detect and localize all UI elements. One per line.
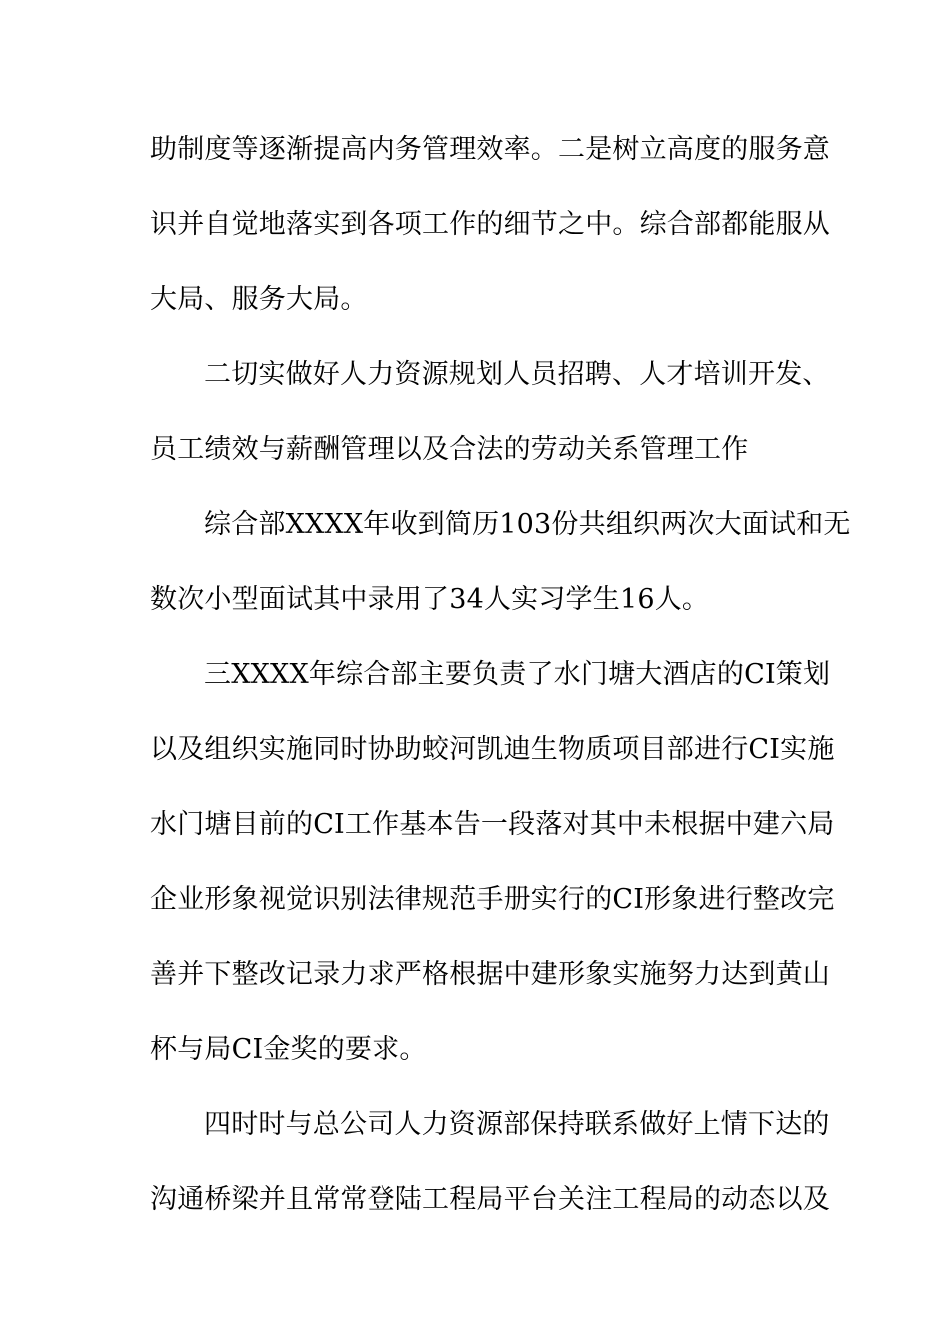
paragraph-first-line: 三XXXX年综合部主要负责了水门塘大酒店的CI策划 [204,659,831,690]
text-line: 数次小型面试其中录用了34人实习学生16人。 [150,584,710,615]
paragraph-first-line: 综合部XXXX年收到简历103份共组织两次大面试和无 [204,509,851,540]
text-line: 杯与局CI金奖的要求。 [150,1034,427,1065]
text-line: 识并自觉地落实到各项工作的细节之中。综合部都能服从 [150,209,830,240]
text-line: 善并下整改记录力求严格根据中建形象实施努力达到黄山 [150,959,830,990]
paragraph-first-line: 二切实做好人力资源规划人员招聘、人才培训开发、 [204,359,830,390]
text-line: 沟通桥梁并且常常登陆工程局平台关注工程局的动态以及 [150,1184,830,1215]
paragraph-first-line: 四时时与总公司人力资源部保持联系做好上情下达的 [204,1109,830,1140]
text-line: 员工绩效与薪酬管理以及合法的劳动关系管理工作 [150,434,749,465]
text-line: 以及组织实施同时协助蛟河凯迪生物质项目部进行CI实施 [150,734,835,765]
text-line: 水门塘目前的CI工作基本告一段落对其中未根据中建六局 [150,809,835,840]
text-line: 企业形象视觉识别法律规范手册实行的CI形象进行整改完 [150,884,835,915]
text-line: 大局、服务大局。 [150,284,368,315]
text-line: 助制度等逐渐提高内务管理效率。二是树立高度的服务意 [150,134,830,165]
